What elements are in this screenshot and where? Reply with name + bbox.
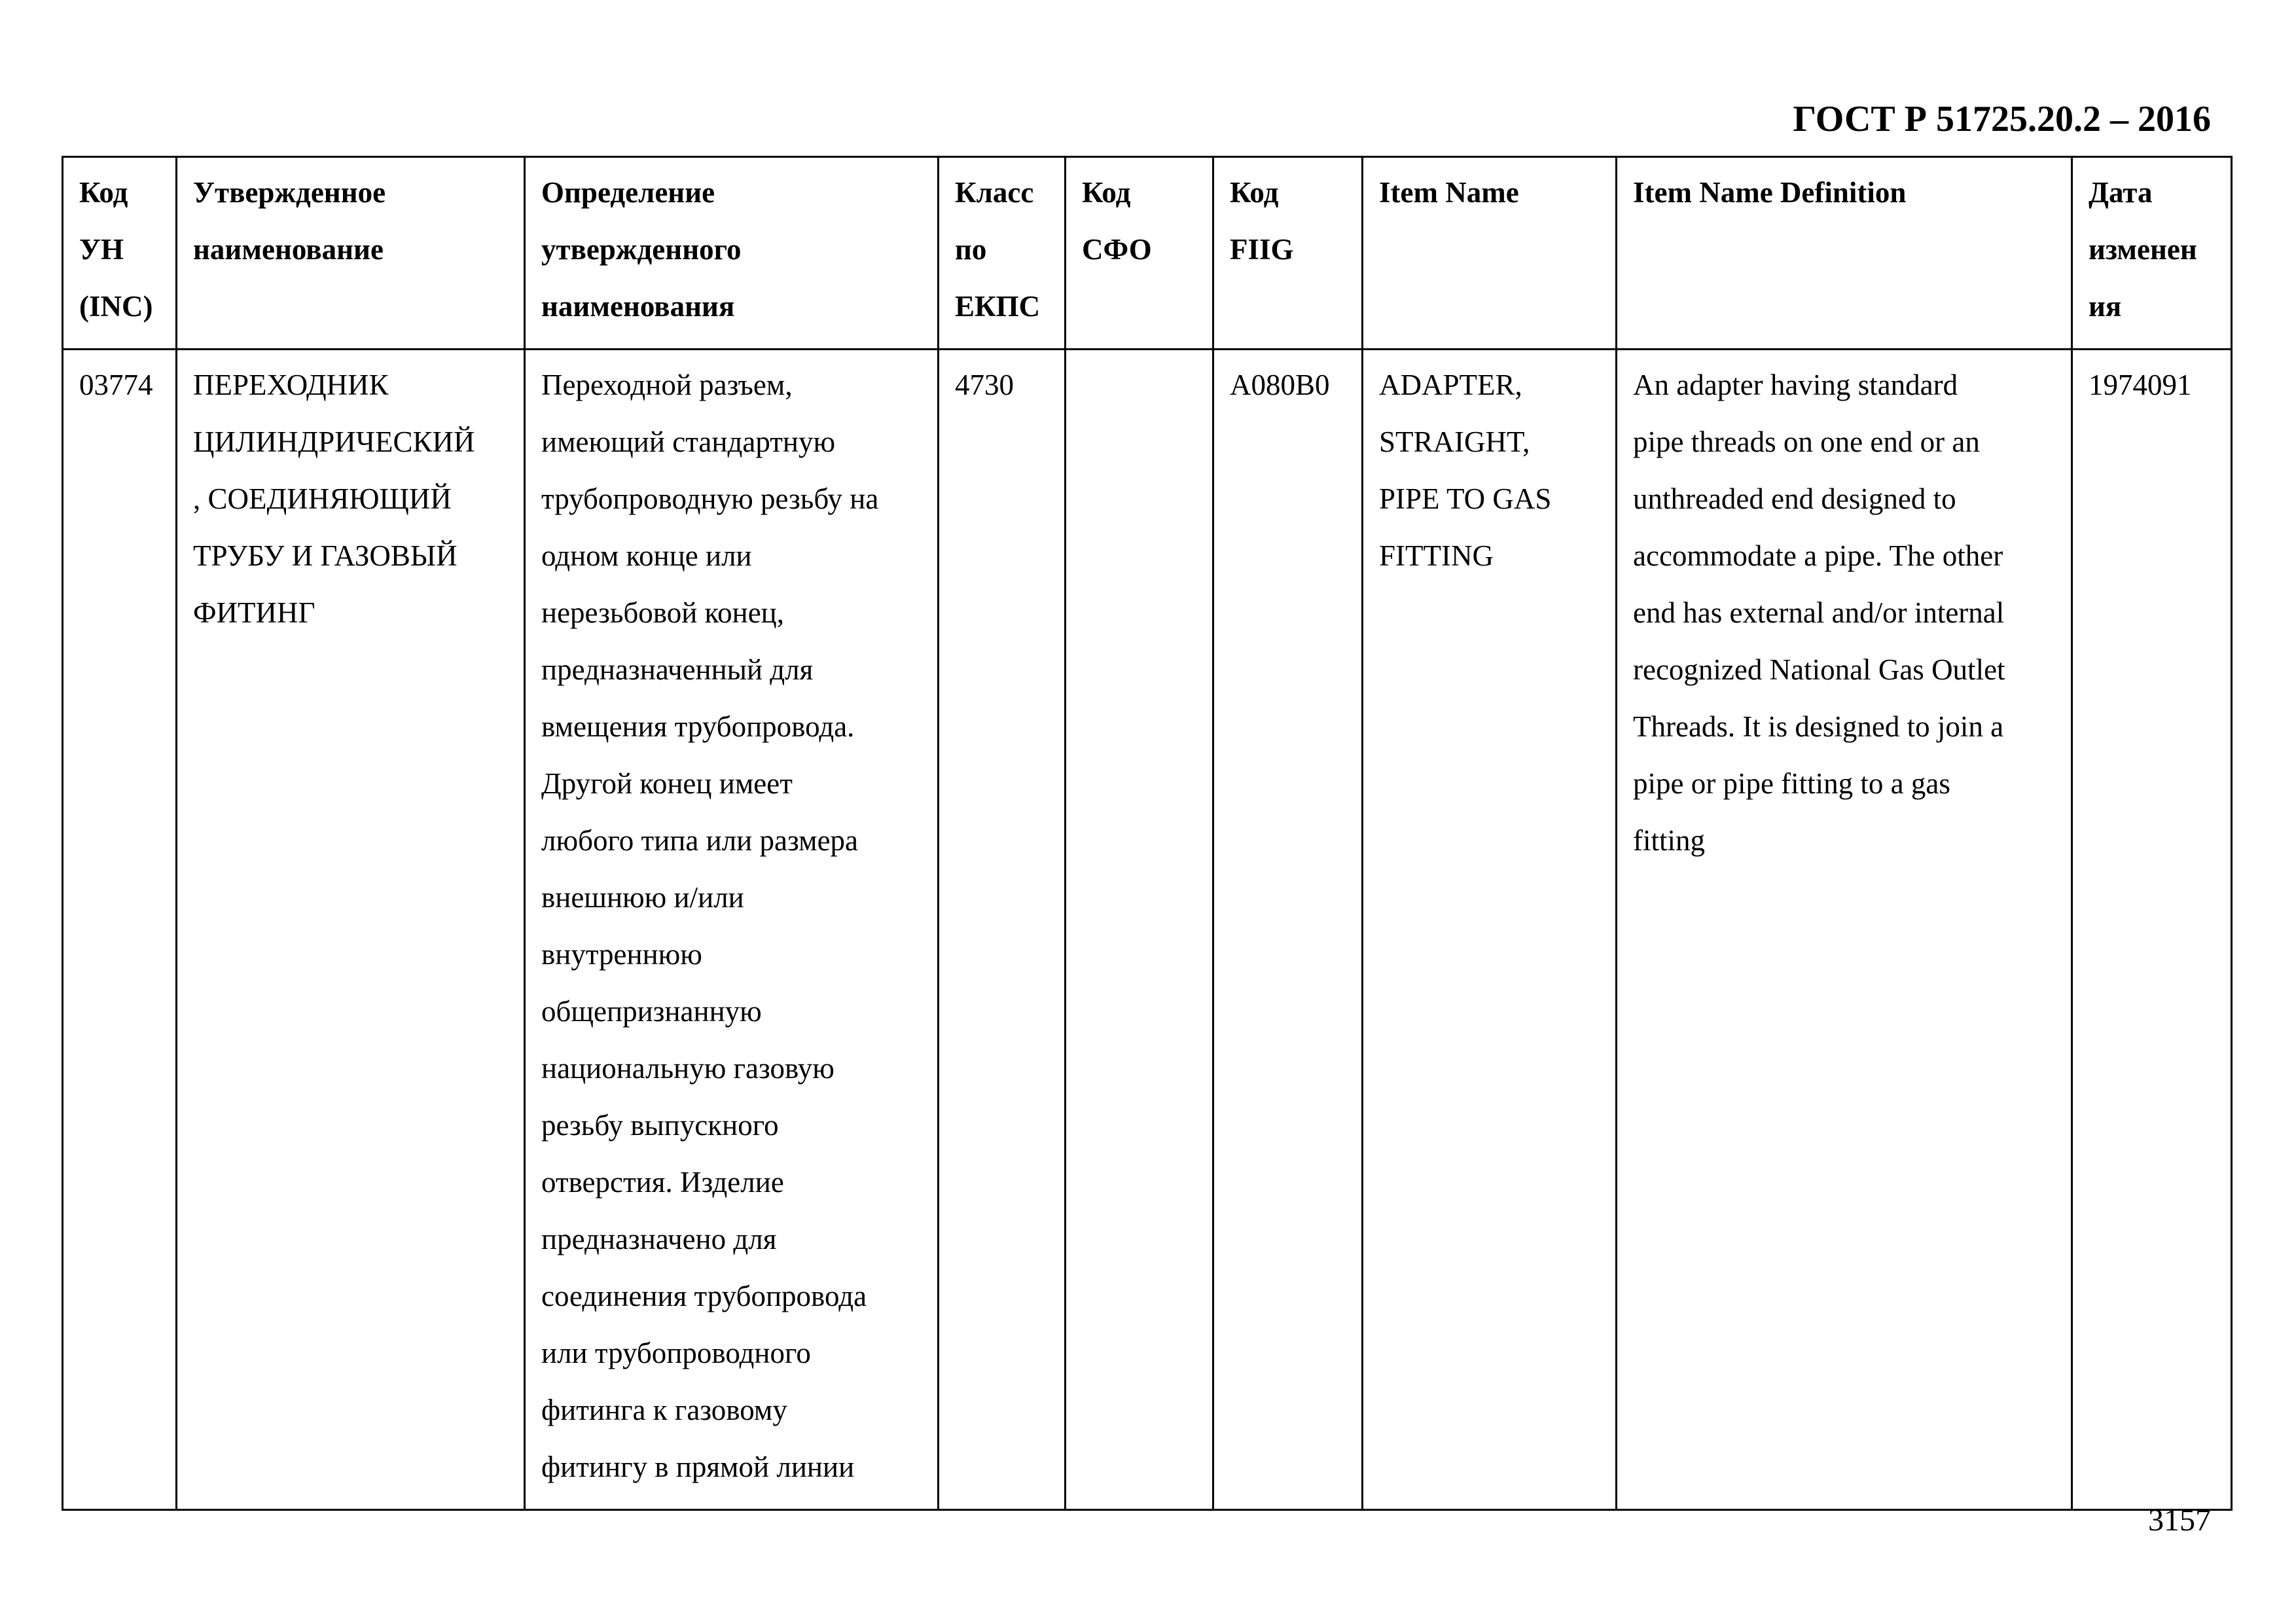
header-approved-name: [177, 157, 525, 350]
document-code: ГОСТ Р 51725.20.2 – 2016: [1793, 99, 2211, 139]
header-line: ЕКПС: [955, 290, 1041, 323]
cell-line: ЦИЛИНДРИЧЕСКИЙ: [193, 425, 475, 458]
cell-line: соединения трубопровода: [541, 1280, 867, 1312]
header-line: ия: [2089, 290, 2122, 323]
cell-line: PIPE TO GAS: [1379, 482, 1552, 515]
cell-line: фитингу в прямой линии: [541, 1451, 855, 1483]
page-number: 3157: [2148, 1503, 2211, 1538]
header-line: Item Name: [1379, 176, 1519, 209]
header-line: Класс: [955, 176, 1034, 209]
cell-line: отверстия. Изделие: [541, 1166, 784, 1199]
cell-line: резьбу выпускного: [541, 1109, 779, 1142]
header-line: Код: [1230, 176, 1279, 209]
table-body: [63, 350, 2232, 1510]
cell-line: accommodate a pipe. The other: [1633, 539, 2003, 572]
cell-line: A080B0: [1230, 369, 1330, 401]
header-line: утвержденного: [541, 233, 742, 266]
cell-line: pipe threads on one end or an: [1633, 425, 1980, 458]
header-line: FIIG: [1230, 233, 1294, 266]
cell-line: общепризнанную: [541, 995, 762, 1028]
cell-approved-name: [177, 350, 525, 1510]
cell-line: национальную газовую: [541, 1052, 834, 1085]
cell-line: 1974091: [2089, 369, 2192, 401]
header-inc-code: [63, 157, 177, 350]
cell-name-definition: [525, 350, 939, 1510]
cell-line: нерезьбовой конец,: [541, 596, 785, 629]
cell-fiig-code: [1213, 350, 1363, 1510]
cell-line: An adapter having standard: [1633, 369, 1958, 401]
cell-line: Threads. It is designed to join a: [1633, 710, 2004, 743]
cell-sfo-code: [1066, 350, 1213, 1510]
cell-line: предназначено для: [541, 1223, 777, 1255]
header-fiig-code: [1213, 157, 1363, 350]
cell-line: 03774: [79, 369, 153, 401]
cell-line: Другой конец имеет: [541, 767, 793, 800]
cell-line: одном конце или: [541, 539, 752, 572]
header-line: Код: [1082, 176, 1131, 209]
header-line: Определение: [541, 176, 715, 209]
table-row: [63, 350, 2232, 1510]
cell-line: предназначенный для: [541, 653, 814, 686]
data-table: [62, 156, 2233, 1511]
cell-class: [939, 350, 1066, 1510]
header-line: Код: [79, 176, 128, 209]
header-line: Дата: [2089, 176, 2153, 209]
header-sfo-code: [1066, 157, 1213, 350]
cell-item-name-definition: [1617, 350, 2072, 1510]
cell-line: STRAIGHT,: [1379, 425, 1530, 458]
cell-inc-code: [63, 350, 177, 1510]
header-line: Утвержденное: [193, 176, 386, 209]
cell-line: fitting: [1633, 824, 1705, 857]
cell-line: , СОЕДИНЯЮЩИЙ: [193, 482, 452, 515]
cell-line: 4730: [955, 369, 1014, 401]
cell-line: внешнюю и/или: [541, 881, 744, 914]
cell-line: pipe or pipe fitting to a gas: [1633, 767, 1950, 800]
header-change-date: [2072, 157, 2232, 350]
cell-line: имеющий стандартную: [541, 425, 836, 458]
cell-line: FITTING: [1379, 539, 1494, 572]
header-line: по: [955, 233, 987, 266]
header-item-name-definition: [1617, 157, 2072, 350]
header-line: Item Name Definition: [1633, 176, 1907, 209]
header-class: [939, 157, 1066, 350]
header-line: изменен: [2089, 233, 2197, 266]
cell-line: ФИТИНГ: [193, 596, 315, 629]
cell-line: любого типа или размера: [541, 824, 859, 857]
cell-line: трубопроводную резьбу на: [541, 482, 879, 515]
cell-line: вмещения трубопровода.: [541, 710, 855, 743]
cell-line: ТРУБУ И ГАЗОВЫЙ: [193, 539, 457, 572]
cell-line: ADAPTER,: [1379, 369, 1522, 401]
cell-line: ПЕРЕХОДНИК: [193, 369, 389, 401]
cell-change-date: [2072, 350, 2232, 1510]
header-item-name: [1363, 157, 1617, 350]
cell-line: внутреннюю: [541, 938, 702, 971]
cell-line: Переходной разъем,: [541, 369, 793, 401]
cell-line: фитинга к газовому: [541, 1394, 787, 1426]
cell-line: end has external and/or internal: [1633, 596, 2005, 629]
header-row: [63, 157, 2232, 350]
header-line: (INC): [79, 290, 153, 323]
header-name-definition: [525, 157, 939, 350]
header-line: УН: [79, 233, 124, 266]
header-line: наименования: [541, 290, 735, 323]
cell-item-name: [1363, 350, 1617, 1510]
header-line: СФО: [1082, 233, 1152, 266]
header-line: наименование: [193, 233, 384, 266]
cell-line: или трубопроводного: [541, 1337, 811, 1369]
cell-line: recognized National Gas Outlet: [1633, 653, 2005, 686]
cell-line: unthreaded end designed to: [1633, 482, 1956, 515]
